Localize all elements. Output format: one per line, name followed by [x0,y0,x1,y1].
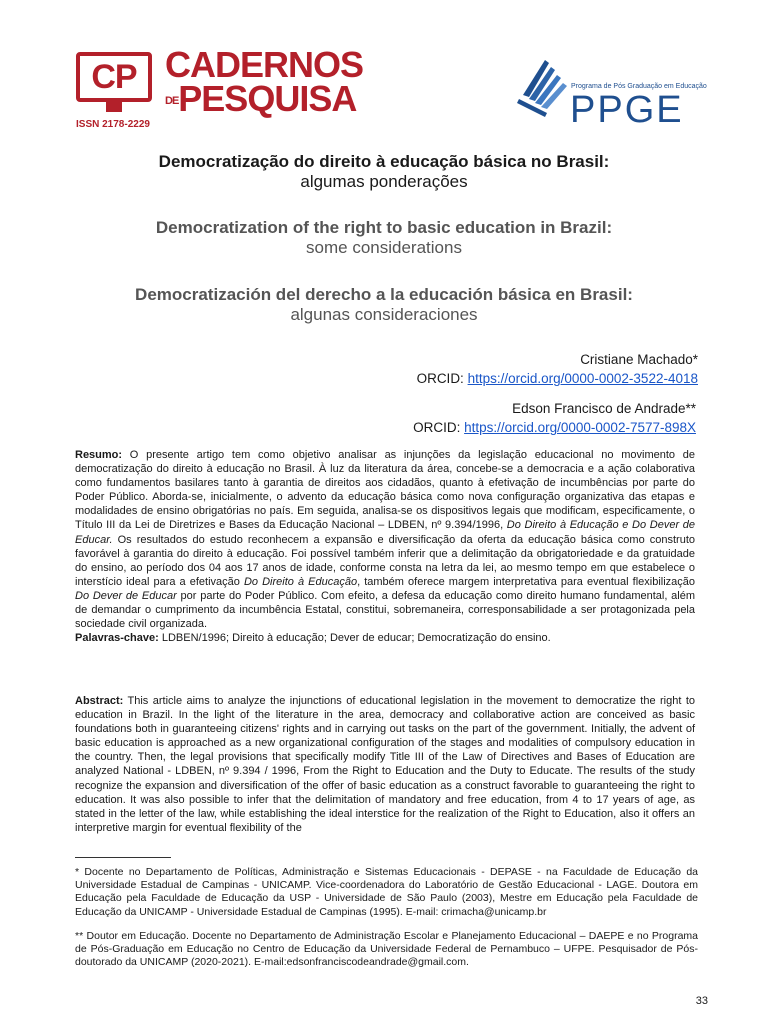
author-2-orcid-link[interactable]: https://orcid.org/0000-0002-7577-898X [464,420,696,435]
author-1-orcid [417,369,698,388]
title-pt-sub: algumas ponderações [300,172,468,191]
abstract-text: This article aims to analyze the injunctions of educational legislation in the movement to democratize the right to education in Brazil. In the light of the literature in the area, democracy and collaborative action are conceived as basic foundations both in guaranteeing citizens' rights and in carrying out tasks on the part of the government. Initially, the advent of basic education is approached as a new organizational configuration of the stages and modalities of compulsory education in the country. Then, the legal provisions that specifically modify Title III of the Law of Directives and Bases of Education are analyzed National - LDBEN, nº 9.394 / 1996, From the Right to Education and the Duty to Educate. The results of the study recognize the expansion and diversification of the offer of basic education as a construct favorable to guaranteeing the right to education. It was also possible to infer that the delimitation of mandatory and free education, from 4 to 17 years of age, as stated in the letter of the law, while establishing the ideal interstice for the realization of the Right to Education, also it offers an interpretive margin for eventual flexibility of the [75,695,695,834]
ppge-name: PPGE [570,89,684,131]
page-number: 33 [695,995,708,1007]
author-1-name: Cristiane Machado* [580,352,698,367]
resumo-text: O presente artigo tem como objetivo analisar as injunções da legislação educacional no movimento de democratização do direito à educação no Brasil. À luz da literatura da área, concebe-se a democracia e a ação colaborativa como fundamentos basilares tanto à garantia de direitos aos cidadãos, quanto à efetivação de incumbências por parte do Poder Público. Aborda-se, inicialmente, o advento da educação básica como nova configuração organizativa das etapas e modalidades de ensino obrigatórias no país. Em seguida, analisa-se os dispositivos legais que modificam, especificamente, o Título III da Lei de Diretrizes e Bases da Educação Nacional – LDBEN, nº 9.394/1996, [75,449,695,532]
author-1 [417,350,698,388]
issn: ISSN 2178-2229 [76,119,150,130]
keywords [75,631,695,645]
title-en-main: Democratization of the right to basic education in Brazil: [155,218,613,237]
title-en-sub: some considerations [306,238,462,257]
journal-name-de: DE [165,94,179,107]
resumo-italic: Do Direito à Educação e Do Dever de Educar. [75,519,695,546]
footnote-divider [75,857,171,858]
cp-stand-shape [106,102,122,112]
resumo-label: Resumo: [75,449,123,461]
resumo-text: , também oferece margem interpretativa para eventual flexibilização [357,575,695,588]
resumo-italic: Do Dever de Educar [75,589,177,602]
title-es-sub: algunas consideraciones [290,305,478,324]
orcid-label: ORCID: [416,371,468,386]
ppge-logo [515,55,705,130]
author-2-name: Edson Francisco de Andrade** [512,401,696,416]
abstract-section [75,694,695,835]
orcid-label: ORCID: [413,420,465,435]
resumo-paragraph [75,448,695,631]
author-2 [413,399,696,437]
resumo-section [75,448,695,645]
title-pt-main: Democratização do direito à educação básica no Brasil: [158,152,610,171]
journal-name-line1: CADERNOS [165,44,364,85]
cp-letters: CP [91,57,137,96]
cp-monitor-icon [76,52,152,102]
resumo-text: por parte do Poder Público. Com efeito, a defesa da educação como direito humano fundamental, além de demandar o cumprimento da incumbência Estatal, constitui, sobremaneira, corresponsabilidade a ser protagonizada pela sociedade civil organizada. [75,589,695,631]
cp-logo [76,52,162,114]
resumo-italic: Do Direito à Educação [243,575,358,588]
journal-name-line2 [165,78,363,119]
journal-name-pesquisa: PESQUISA [178,78,357,119]
title-en [40,218,728,258]
keywords-label: Palavras-chave: [75,632,159,645]
abstract-label: Abstract: [75,695,124,707]
title-es-main: Democratización del derecho a la educación básica en Brasil: [135,285,633,304]
ppge-program-name: Programa de Pós Graduação em Educação [571,83,707,90]
keywords-text: LDBEN/1996; Direito à educação; Dever de educar; Democratização do ensino. [158,632,551,645]
title-pt [40,152,728,192]
journal-logo-text [165,44,364,119]
resumo-text: Os resultados do estudo reconhecem a expansão e diversificação da oferta da educação básica como construto favorável à garantia do direito à educação. Foi possível também inferir que a delimitação da obrigatoriedade e da gratuidade do ensino, ao período dos 04 aos 17 anos de idade, conforme consta na letra da lei, ao mesmo tempo em que estabelece o interstício ideal para a efetivação [75,533,695,588]
author-1-orcid-link[interactable]: https://orcid.org/0000-0002-3522-4018 [467,371,698,386]
footnote-1: * Docente no Departamento de Políticas, Administração e Sistemas Educacionais - DEPASE - na Faculdade de Educação da Universidade Estadual de Campinas - UNICAMP. Vice-coordenadora do Laboratório de Gestão Educacional - LAGE. Doutora em Educação pela Faculdade de Educação da USP - Universidade de São Paulo (2003), Mestre em Educação pela Faculdade de Educação da UNICAMP - Universidade Estadual de Campinas (1995). E-mail: crimacha@unicamp.br [75,866,698,918]
author-2-orcid [413,418,696,437]
title-es [40,285,728,325]
book-pages-icon [515,55,570,125]
footnote-2: ** Doutor em Educação. Docente no Departamento de Administração Escolar e Planejamento Educacional – DAEPE e no Programa de Pós-Graduação em Educação no Centro de Educação da Universidade Federal de Pernambuco – UFPE. Pesquisador de Pós-doutorado da UNICAMP (2020-2021). E-mail:edsonfranciscodeandrade@gmail.com. [75,930,698,969]
